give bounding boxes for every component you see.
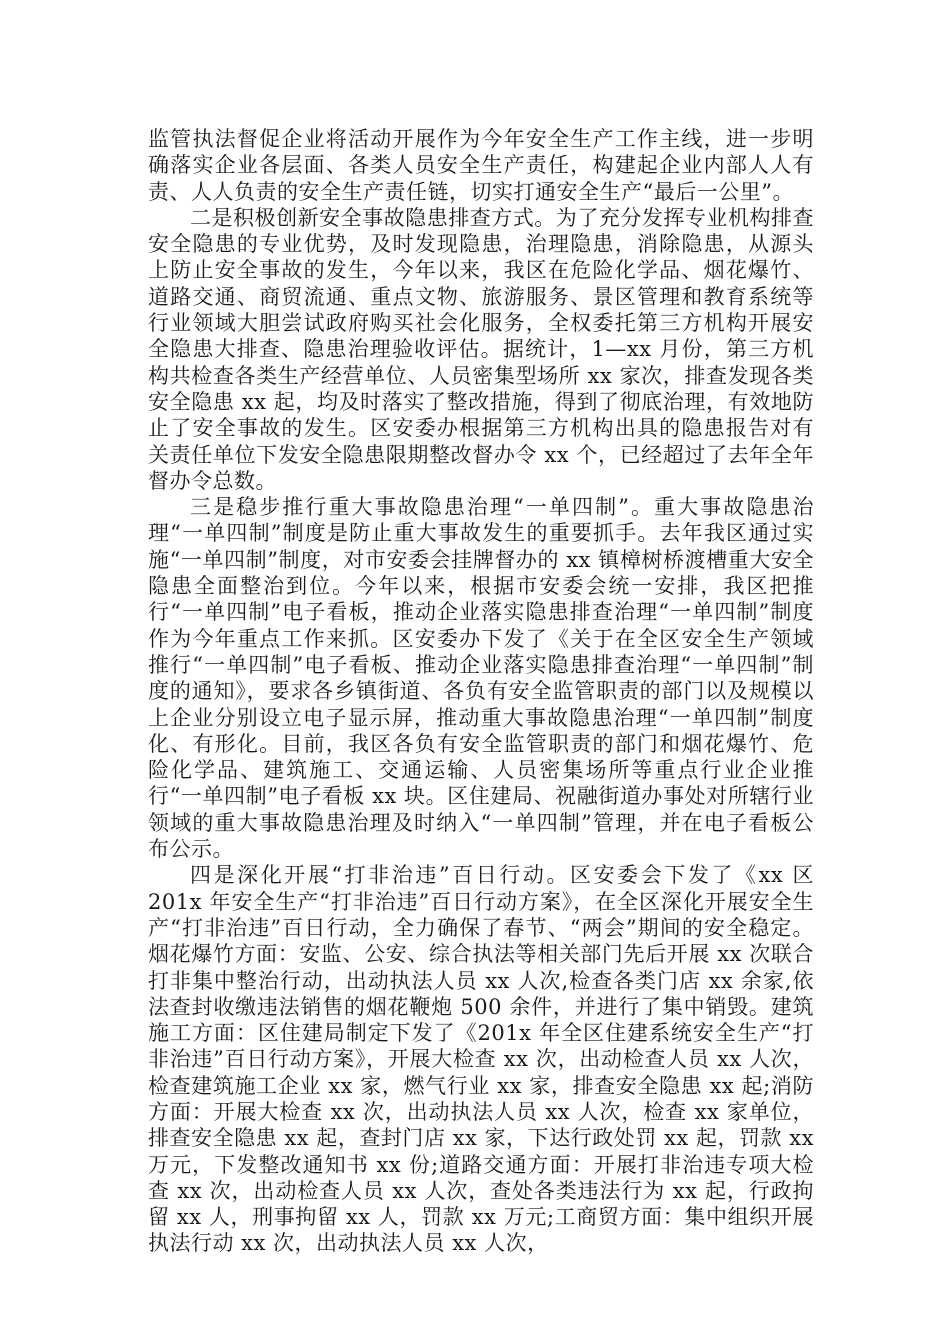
paragraph-2: 二是积极创新安全事故隐患排查方式。为了充分发挥专业机构排查安全隐患的专业优势，及时发现隐患，治理隐患，消除隐患，从源头上防止安全事故的发生，今年以来，我区在危险化学品、烟花爆竹、道路交通、商贸流通、重点文物、旅游服务、景区管理和教育系统等行业领域大胆尝试政府购买社会化服务，全权委托第三方机构开展安全隐患大排查、隐患治理验收评估。据统计，1—xx 月份，第三方机构共检查各类生产经营单位、人员密集型场所 xx 家次，排查发现各类安全隐患 xx 起，均及时落实了整改措施，得到了彻底治理，有效地防止了安全事故的发生。区安委办根据第三方机构出具的隐患报告对有关责任单位下发安全隐患限期整改督办令 xx 个，已经超过了去年全年督办令总数。 <box>148 205 814 493</box>
document-body <box>148 126 814 1257</box>
paragraph-4: 四是深化开展“打非治违”百日行动。区安委会下发了《xx 区 201x 年安全生产“打非治违”百日行动方案》，在全区深化开展安全生产“打非治违”百日行动，全力确保了春节、“两会”期间的安全稳定。烟花爆竹方面：安监、公安、综合执法等相关部门先后开展 xx 次联合打非集中整治行动，出动执法人员 xx 人次,检查各类门店 xx 余家,依法查封收缴违法销售的烟花鞭炮 500 余件，并进行了集中销毁。建筑施工方面：区住建局制定下发了《201x 年全区住建系统安全生产“打非治违”百日行动方案》，开展大检查 xx 次，出动检查人员 xx 人次，检查建筑施工企业 xx 家，燃气行业 xx 家，排查安全隐患 xx 起;消防方面：开展大检查 xx 次，出动执法人员 xx 人次，检查 xx 家单位，排查安全隐患 xx 起，查封门店 xx 家，下达行政处罚 xx 起，罚款 xx 万元，下发整改通知书 xx 份;道路交通方面：开展打非治违专项大检查 xx 次，出动检查人员 xx 人次，查处各类违法行为 xx 起，行政拘留 xx 人，刑事拘留 xx 人，罚款 xx 万元;工商贸方面：集中组织开展执法行动 xx 次，出动执法人员 xx 人次， <box>148 863 814 1256</box>
paragraph-1: 监管执法督促企业将活动开展作为今年安全生产工作主线，进一步明确落实企业各层面、各类人员安全生产责任，构建起企业内部人人有责、人人负责的安全生产责任链，切实打通安全生产“最后一公里”。 <box>148 127 814 204</box>
paragraph-3: 三是稳步推行重大事故隐患治理“一单四制”。重大事故隐患治理“一单四制”制度是防止重大事故发生的重要抓手。去年我区通过实施“一单四制”制度，对市安委会挂牌督办的 xx 镇樟树桥渡槽重大安全隐患全面整治到位。今年以来，根据市安委会统一安排，我区把推行“一单四制”电子看板，推动企业落实隐患排查治理“一单四制”制度作为今年重点工作来抓。区安委办下发了《关于在全区安全生产领域推行“一单四制”电子看板、推动企业落实隐患排查治理“一单四制”制度的通知》，要求各乡镇街道、各负有安全监管职责的部门以及规模以上企业分别设立电子显示屏，推动重大事故隐患治理“一单四制”制度化、有形化。目前，我区各负有安全监管职责的部门和烟花爆竹、危险化学品、建筑施工、交通运输、人员密集场所等重点行业企业推行“一单四制”电子看板 xx 块。区住建局、祝融街道办事处对所辖行业领域的重大事故隐患治理及时纳入“一单四制”管理，并在电子看板公布公示。 <box>148 495 814 862</box>
